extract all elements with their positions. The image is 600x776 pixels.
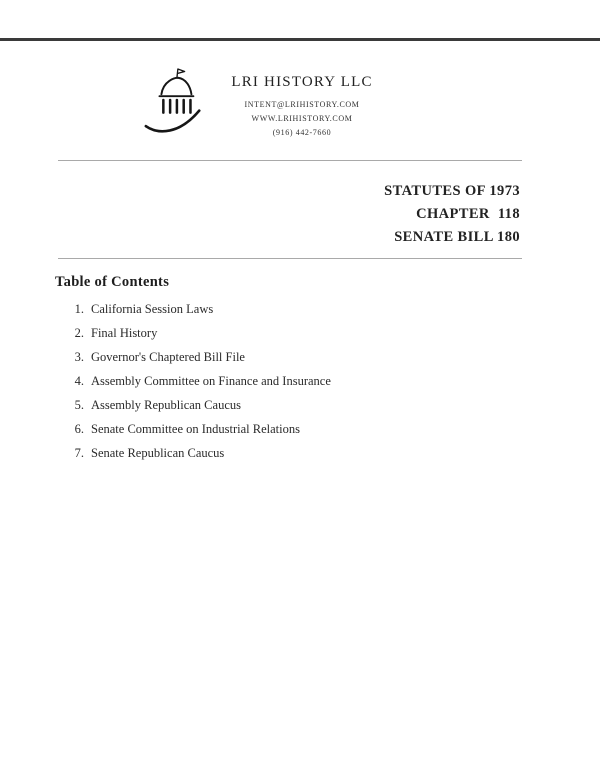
toc-item-text: Senate Republican Caucus [91,446,225,460]
toc-item-text: Senate Committee on Industrial Relations [91,422,300,436]
statutes-line: STATUTES OF 1973 [384,183,520,199]
toc-item-text: Governor's Chaptered Bill File [91,350,245,364]
toc-item-text: Assembly Committee on Finance and Insurance [91,374,331,388]
toc-item-number: 4. [74,374,84,388]
document-info [384,180,520,249]
toc-item [68,446,331,470]
capitol-building-icon [143,66,205,136]
toc-list [68,302,331,470]
toc-item-number: 7. [74,446,84,460]
toc-item [68,302,331,326]
letterhead [0,66,558,140]
toc-item [68,398,331,422]
toc-item [68,326,331,350]
toc-item-number: 2. [74,326,84,340]
toc-item-text: California Session Laws [91,302,214,316]
company-phone: (916) 442-7660 [272,128,332,137]
toc-item-text: Final History [91,326,158,340]
toc-item [68,374,331,398]
toc-item-text: Assembly Republican Caucus [91,398,241,412]
company-website: WWW.LRIHISTORY.COM [251,114,353,123]
toc-item-number: 1. [74,302,84,316]
toc-item [68,422,331,446]
senate-bill-line: SENATE BILL 180 [394,228,520,245]
toc-item-number: 3. [74,350,84,364]
page-top-border [0,38,600,41]
toc-heading: Table of Contents [55,274,170,290]
company-email: INTENT@LRIHISTORY.COM [244,100,360,109]
divider-top [58,160,522,161]
letterhead-text [231,66,372,140]
toc-item-number: 6. [74,422,84,436]
toc-item-number: 5. [74,398,84,412]
divider-bottom [58,258,522,259]
toc-item [68,350,331,374]
company-name: LRI HISTORY LLC [231,74,373,90]
chapter-line: CHAPTER 118 [416,205,520,222]
